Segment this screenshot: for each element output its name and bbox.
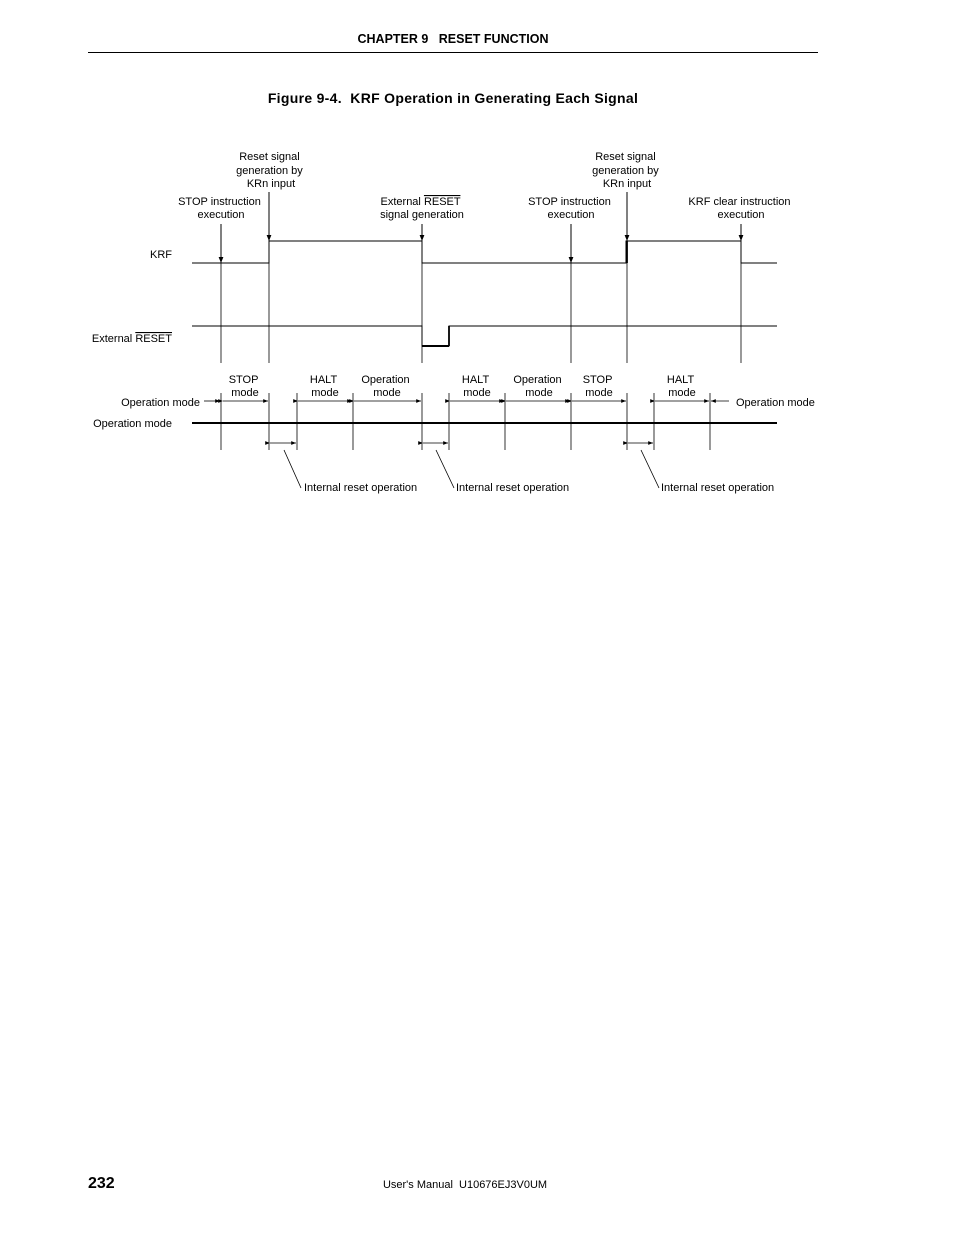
mode-halt-2: HALT mode [461,374,491,399]
mode-stop-1: STOP mode [228,374,259,399]
signal-label-krf: KRF [150,249,172,261]
footer-manual: User's Manual U10676EJ3V0UM [382,1179,548,1191]
mode-operation-2: Operation mode [513,374,562,399]
signal-label-operation-mode: Operation mode [93,418,172,430]
mode-halt-3: HALT mode [666,374,696,399]
label-reset-krn-2: Reset signal generation by KRn input [592,151,659,190]
mode-op-left: Operation mode [121,397,200,409]
chapter-header: CHAPTER 9 RESET FUNCTION [357,32,549,46]
label-stop-exec-2: STOP instruction execution [528,196,611,221]
page-number: 232 [88,1175,115,1192]
ext-reset-waveform [192,326,777,346]
mode-operation-1: Operation mode [361,374,410,399]
label-ext-reset-signal: External RESET signal generation [380,196,464,221]
mode-halt-1: HALT mode [309,374,339,399]
mode-stop-2: STOP mode [582,374,613,399]
internal-reset-label-3: Internal reset operation [661,482,775,494]
internal-reset-label-1: Internal reset operation [304,482,418,494]
signal-label-ext-reset: External RESET [91,333,172,345]
krf-waveform [192,241,777,263]
mode-op-right: Operation mode [736,397,815,409]
figure-title: Figure 9-4. KRF Operation in Generating Each Signal [267,90,639,106]
internal-reset-label-2: Internal reset operation [456,482,570,494]
event-arrows [221,192,741,263]
mode-ticks [221,393,710,450]
label-krf-clear: KRF clear instruction execution [688,196,791,221]
guide-lines [221,241,741,363]
label-reset-krn-1: Reset signal generation by KRn input [236,151,303,190]
label-stop-exec-1: STOP instruction execution [178,196,261,221]
